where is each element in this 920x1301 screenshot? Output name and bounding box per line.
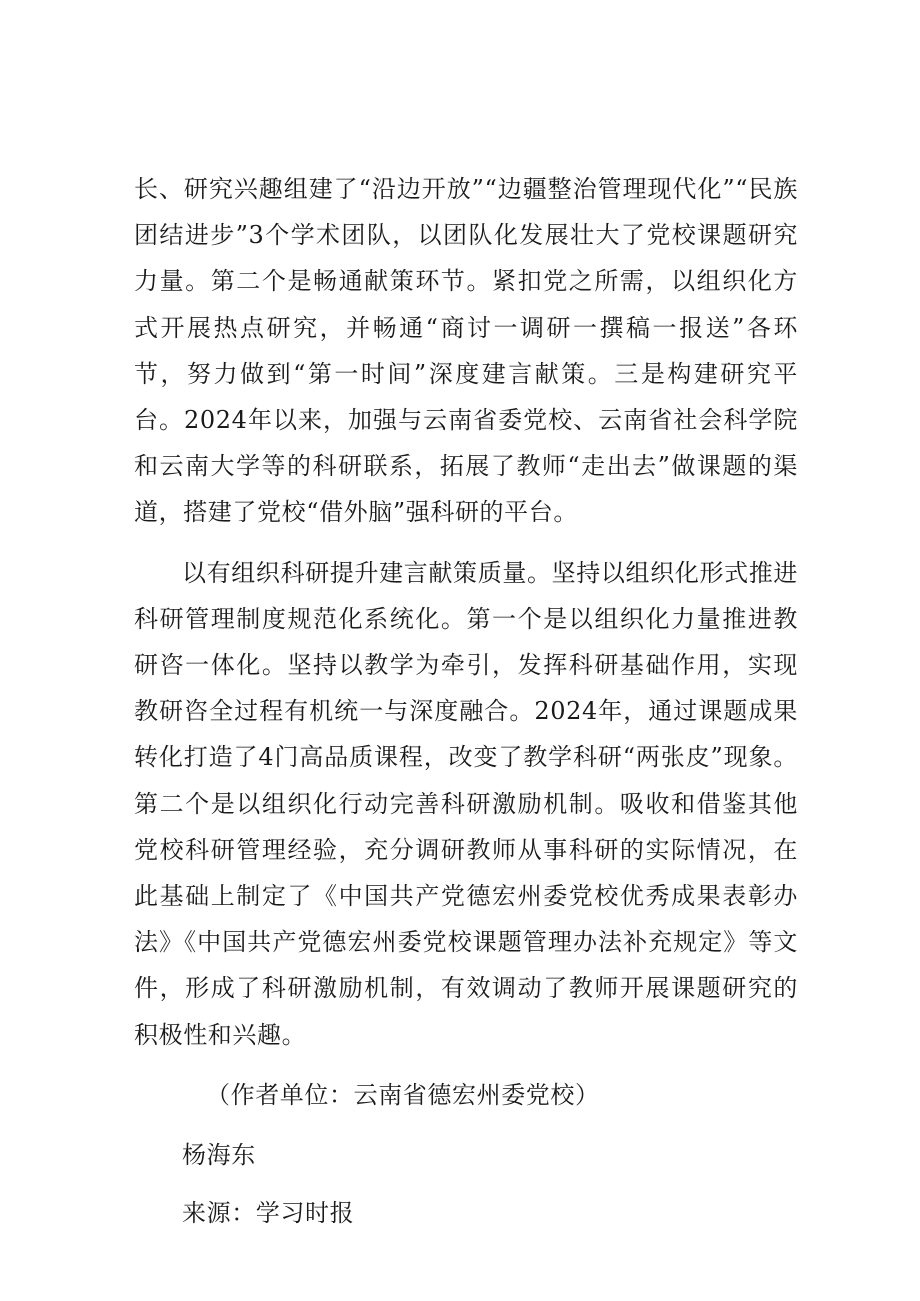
article-paragraph-2: 以有组织科研提升建言献策质量。坚持以组织化形式推进科研管理制度规范化系统化。第一个是以组织化力量推进教研咨一体化。坚持以教学为牵引，发挥科研基础作用，实现教研咨全过程有机统一与深度融合。2024年，通过课题成果转化打造了4门高品质课程，改变了教学科研“两张皮”现象。第二个是以组织化行动完善科研激励机制。吸收和借鉴其他党校科研管理经验，充分调研教师从事科研的实际情况，在此基础上制定了《中国共产党德宏州委党校优秀成果表彰办法》《中国共产党德宏州委党校课题管理办法补充规定》等文件，形成了科研激励机制，有效调动了教师开展课题研究的积极性和兴趣。 xyxy=(134,558,798,1049)
source-line: 来源：学习时报 xyxy=(182,1198,355,1227)
article-body xyxy=(134,166,798,1236)
author-name: 杨海东 xyxy=(182,1140,256,1169)
article-paragraph-1: 长、研究兴趣组建了“沿边开放”“边疆整治管理现代化”“民族团结进步”3个学术团队，以团队化发展壮大了党校课题研究力量。第二个是畅通献策环节。紧扣党之所需，以组织化方式开展热点研究，并畅通“商讨一调研一撰稿一报送”各环节，努力做到“第一时间”深度建言献策。三是构建研究平台。2024年以来，加强与云南省委党校、云南省社会科学院和云南大学等的科研联系，拓展了教师“走出去”做课题的渠道，搭建了党校“借外脑”强科研的平台。 xyxy=(134,175,798,527)
author-affiliation: （作者单位：云南省德宏州委党校） xyxy=(206,1080,600,1109)
